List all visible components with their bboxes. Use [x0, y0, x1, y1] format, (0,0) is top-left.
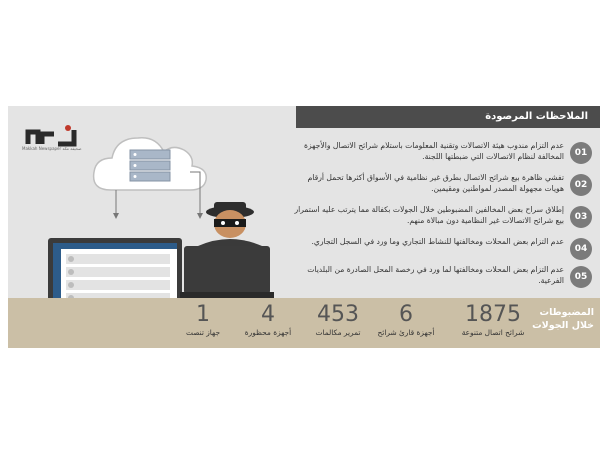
stat-label: جهاز تنصت	[185, 328, 221, 337]
notes-header: الملاحظات المرصودة	[296, 106, 600, 128]
stat-item	[448, 302, 538, 338]
note-item	[292, 140, 592, 170]
stat-label: أجهزة محظورة	[244, 328, 292, 337]
stat-label: شرائح اتصال متنوعة	[461, 328, 525, 337]
note-item	[292, 204, 592, 234]
stat-value: 1	[196, 302, 210, 327]
note-number: 04	[570, 238, 592, 260]
stat-item	[168, 302, 238, 338]
note-number: 03	[570, 206, 592, 228]
note-text: عدم التزام بعض المحلات ومخالفتها للنشاط التجاري وما ورد في السجل التجاري.	[311, 237, 564, 246]
stat-item	[230, 302, 306, 338]
note-text: عدم التزام بعض المحلات ومخالفتها لما ورد في رخصة المحل الصادرة من البلديات الفرعية.	[307, 265, 564, 285]
note-item	[292, 264, 592, 294]
note-text: عدم التزام مندوب هيئة الاتصالات وتقنية المعلومات باستلام شرائح الاتصال والأجهزة المخالفة لنظام الاتصالات التي ضبطتها اللجنة.	[304, 141, 564, 161]
note-text: إطلاق سراح بعض المخالفين المضبوطين خلال الجولات بكفالة مما يترتب عليه استمرار بيع شرائح الاتصالات غير النظامية دون مبالاة منهم.	[294, 205, 564, 225]
note-number: 02	[570, 174, 592, 196]
hacker-icon	[178, 202, 278, 302]
stat-value: 6	[399, 302, 413, 327]
stat-value: 1875	[465, 302, 521, 327]
stat-label: أجهزة قارئ شرائح	[377, 328, 435, 337]
note-item	[292, 236, 592, 266]
stat-value: 4	[261, 302, 275, 327]
stat-item	[368, 302, 444, 338]
note-number: 01	[570, 142, 592, 164]
note-number: 05	[570, 266, 592, 288]
stat-value: 453	[317, 302, 359, 327]
logo-tagline: Makkah Newspaper صحيفة مكة	[22, 146, 82, 151]
stat-label: تمرير مكالمات	[315, 328, 361, 337]
stat-item	[300, 302, 376, 338]
infographic-panel	[8, 106, 600, 348]
seizures-title: المضبوطات خلال الجولات	[532, 307, 594, 331]
note-item	[292, 172, 592, 202]
note-text: تفشي ظاهرة بيع شرائح الاتصال بطرق غير نظامية في الأسواق أكثرها تحمل أرقام هويات مجهولة المصدر لمواطنين ومقيمين.	[307, 173, 564, 193]
